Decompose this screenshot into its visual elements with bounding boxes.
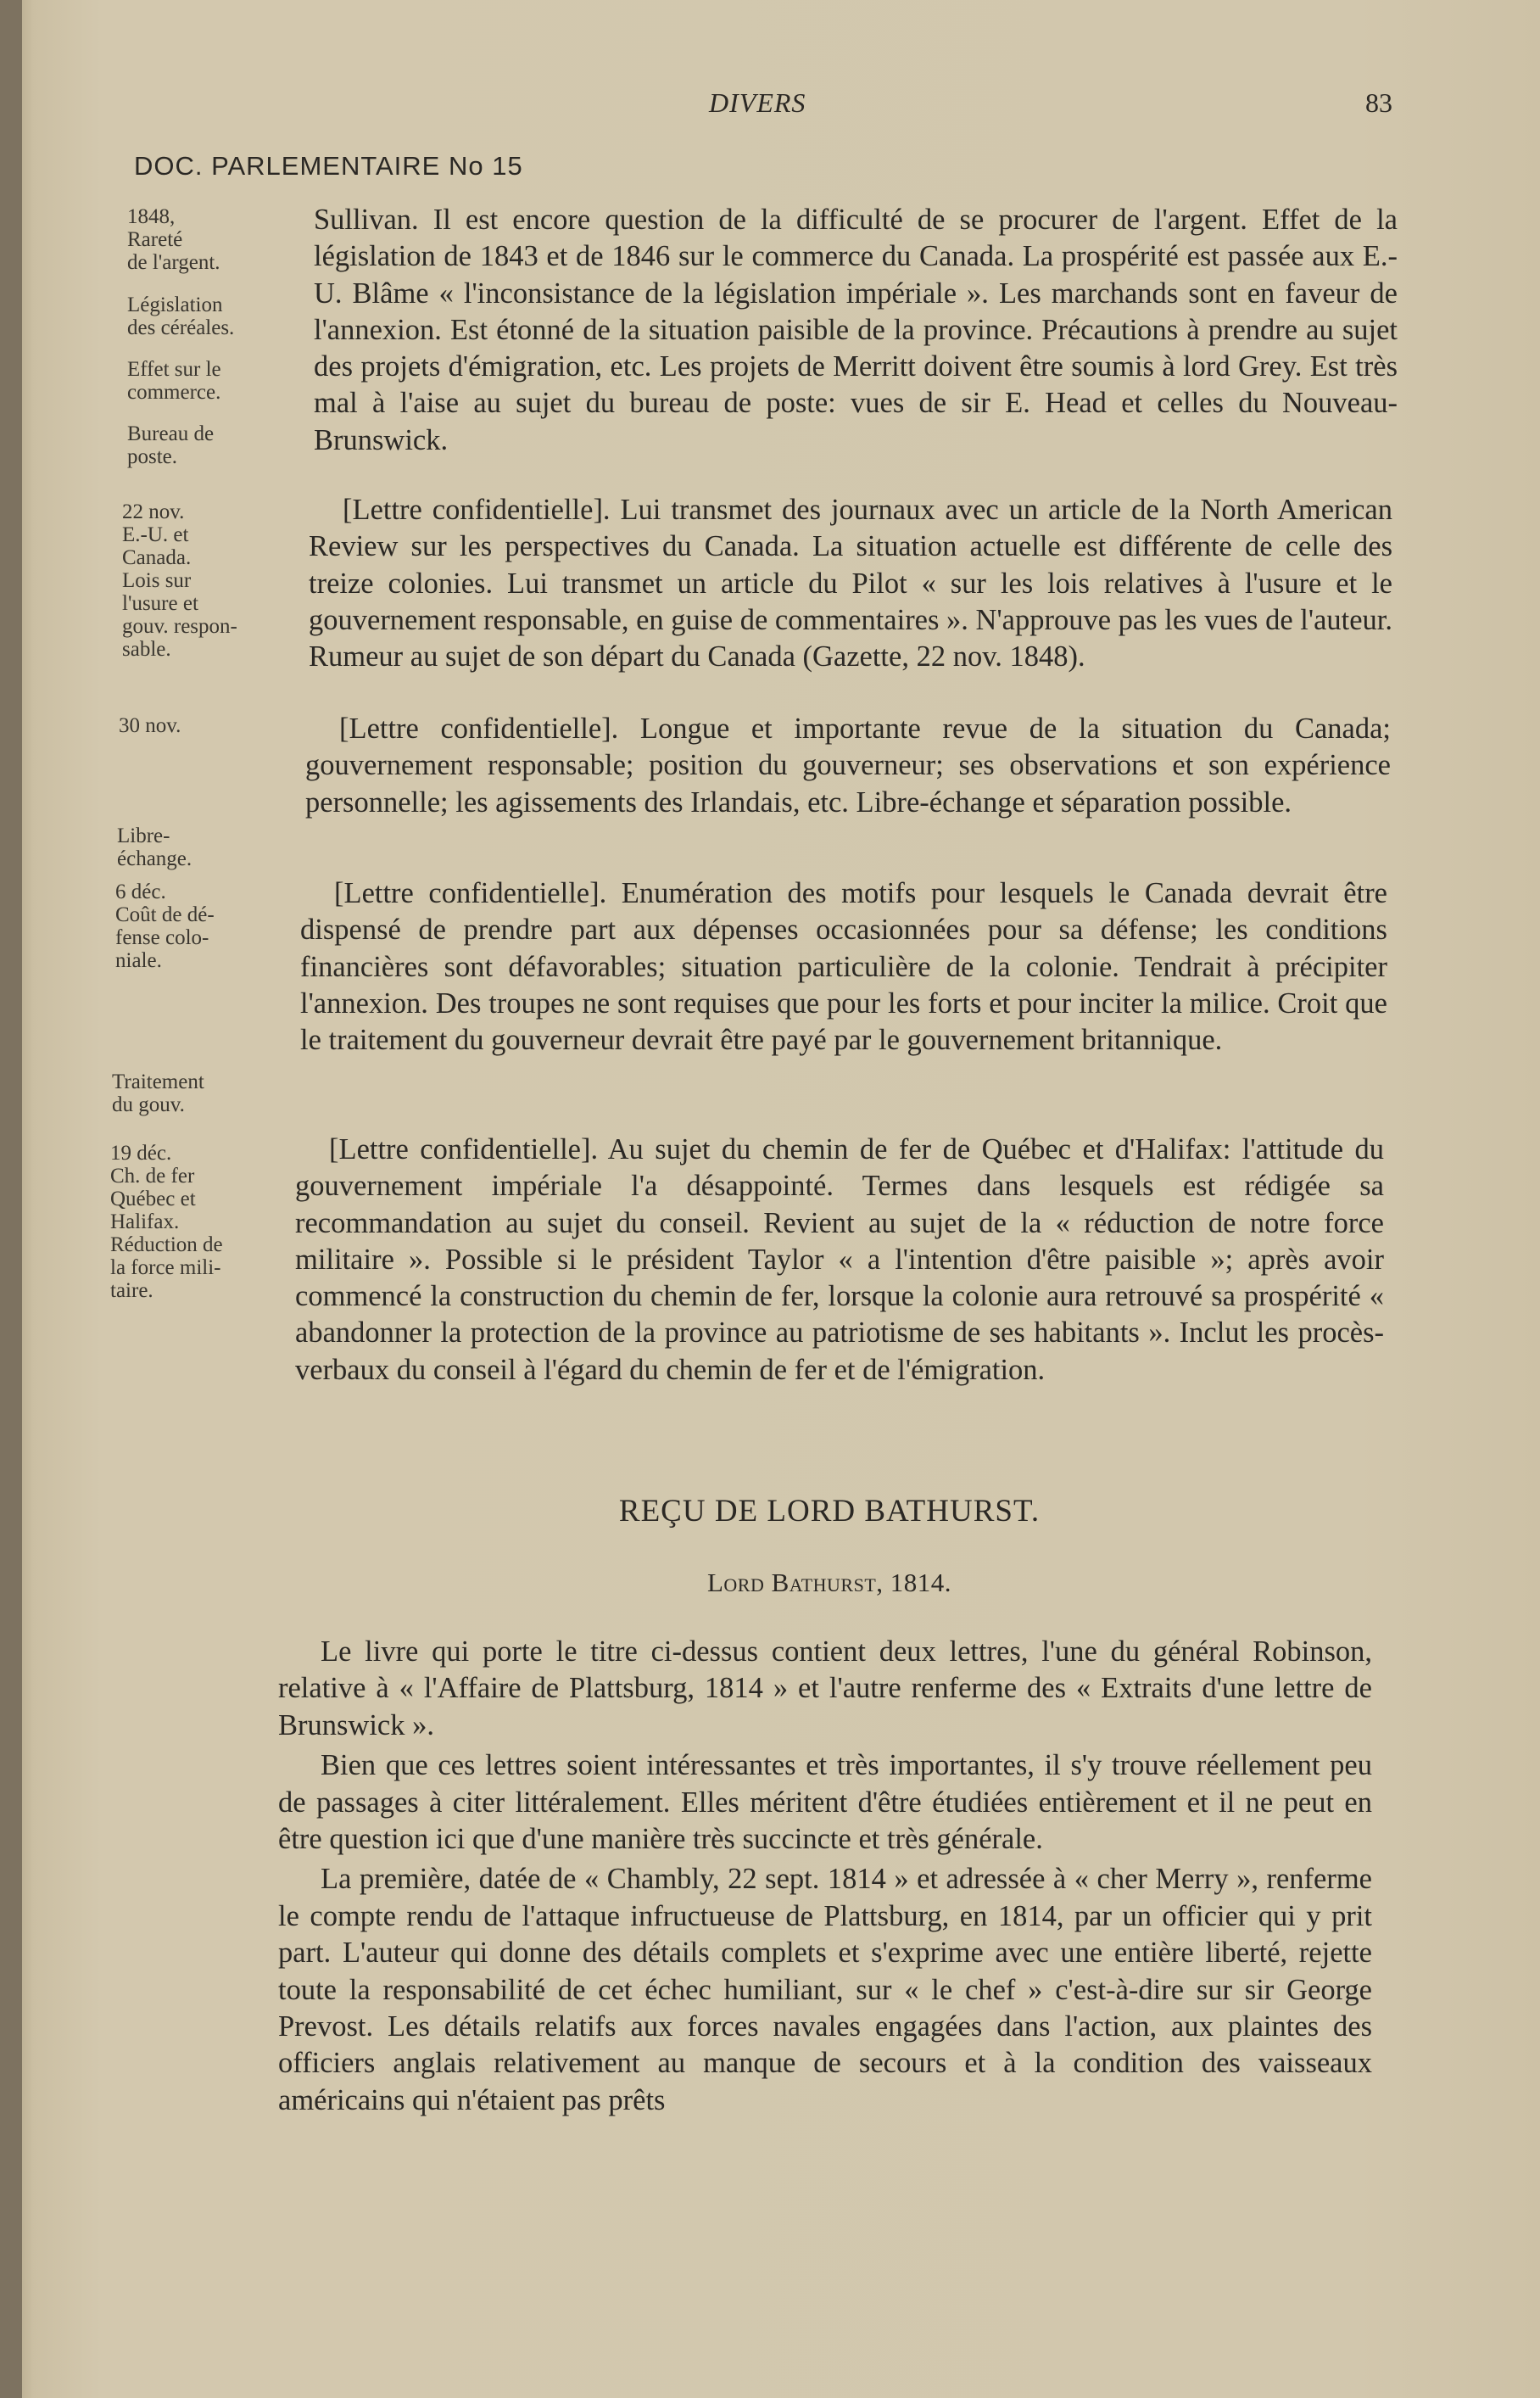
running-title: DIVERS [709,87,806,118]
margin-note-legislation: Législation des céréales. [127,293,235,339]
margin-note-rarete: 1848, Rareté de l'argent. [127,205,220,274]
margin-note-libre-echange: Libre- échange. [117,824,192,870]
entry-text: [Lettre confidentielle]. Longue et importante revue de la situation du Canada; gouvernement responsable; position du gouverneur; ses observations et son expérience personnelle; les agissements des Irlandais, etc. Libre-échange et séparation possible. [305,713,1391,819]
margin-note-19-dec: 19 déc. Ch. de fer Québec et Halifax. Réduction de la force mili- taire. [110,1142,223,1302]
entry-6-dec [300,875,1387,1059]
entry-30-nov [305,711,1391,821]
margin-note-22-nov: 22 nov. E.-U. et Canada. Lois sur l'usure et gouv. respon- sable. [122,500,237,661]
entry-text: [Lettre confidentielle]. Lui transmet des journaux avec un article de la North American Review sur les perspectives du Canada. La situation actuelle est différente de celle des treize colonies. Lui transmet un article du Pilot « sur les lois relatives à l'usure et le gouvernement responsable, en guise de commentaires ». N'approuve pas les vues de l'auteur. Rumeur au sujet de son départ du Canada (Gazette, 22 nov. 1848). [309,494,1392,674]
entry-1848 [314,202,1398,459]
section-title: REÇU DE LORD BATHURST. [618,1494,1041,1529]
entry-text: [Lettre confidentielle]. Enumération des motifs pour lesquels le Canada devrait être dispensé de prendre part aux dépenses occasionnées pour sa défense; les conditions financières sont défavorables; situation particulière de la colonie. Tendrait à précipiter l'annexion. Des troupes ne sont requises que pour les forts et pour inciter la milice. Croit que le traitement du gouverneur devrait être payé par le gouvernement britannique. [300,877,1387,1057]
section-body [278,1634,1372,2122]
margin-note-6-dec: 6 déc. Coût de dé- fense colo- niale. [115,880,215,972]
margin-note-30-nov: 30 nov. [119,714,181,737]
margin-note-commerce: Effet sur le commerce. [127,358,221,404]
page-number: 83 [1365,87,1392,118]
entry-text: [Lettre confidentielle]. Au sujet du chemin de fer de Québec et d'Halifax: l'attitude du gouvernement impériale l'a désappointé. Termes dans lesquels est rédigée sa recommandation au sujet du conseil. Revient au sujet de la « réduction de notre force militaire ». Possible si le président Taylor « a l'intention d'être paisible »; après avoir commencé la construction du chemin de fer, lorsque la colonie aura retrouvé sa prospérité « abandonner la protection de la province au patriotisme de ses habitants ». Inclut les procès-verbaux du conseil à l'égard du chemin de fer et de l'émigration. [295,1133,1384,1386]
body-paragraph: Bien que ces lettres soient intéressantes et très importantes, il s'y trouve réellement peu de passages à citer littéralement. Elles méritent d'être étudiées entièrement et il ne peut en être question ici que d'une manière très succincte et très générale. [278,1749,1372,1856]
body-paragraph: La première, datée de « Chambly, 22 sept. 1814 » et adressée à « cher Merry », renferme le compte rendu de l'attaque infructueuse de Plattsburg, en 1814, par un officier qui y prit part. L'auteur qui donne des détails complets et s'exprime avec une entière liberté, rejette toute la responsabilité de cet échec humiliant, sur « le chef » c'est-à-dire sur sir George Prevost. Les détails relatifs aux forces navales engagées dans l'action, aux plaintes des officiers anglais relativement au manque de secours et à la condition des vaisseaux américains qui n'étaient pas prêts [278,1863,1372,2116]
body-paragraph: Le livre qui porte le titre ci-dessus contient deux lettres, l'une du général Robinson, relative à « l'Affaire de Plattsburg, 1814 » et l'autre renferme des « Extraits d'une lettre de Brunswick ». [278,1635,1372,1741]
entry-text: Sullivan. Il est encore question de la difficulté de se procurer de l'argent. Effet de la législation de 1843 et de 1846 sur le commerce du Canada. La prospérité est passée aux E.-U. Blâme « l'inconsistance de la législation impériale ». Les marchands sont en faveur de l'annexion. Est étonné de la situation paisible de la province. Précautions à prendre au sujet des projets d'émigration, etc. Les projets de Merritt doivent être soumis à lord Grey. Est très mal à l'aise au sujet du bureau de poste: vues de sir E. Head et celles du Nouveau-Brunswick. [314,204,1398,456]
margin-note-traitement: Traitement du gouv. [112,1070,204,1116]
entry-22-nov [309,492,1392,675]
entry-19-dec [295,1132,1384,1389]
book-gutter [0,0,22,2398]
section-subtitle: Lord Bathurst, 1814. [706,1568,952,1597]
doc-reference: DOC. PARLEMENTAIRE No 15 [134,151,523,181]
margin-note-poste: Bureau de poste. [127,422,215,468]
